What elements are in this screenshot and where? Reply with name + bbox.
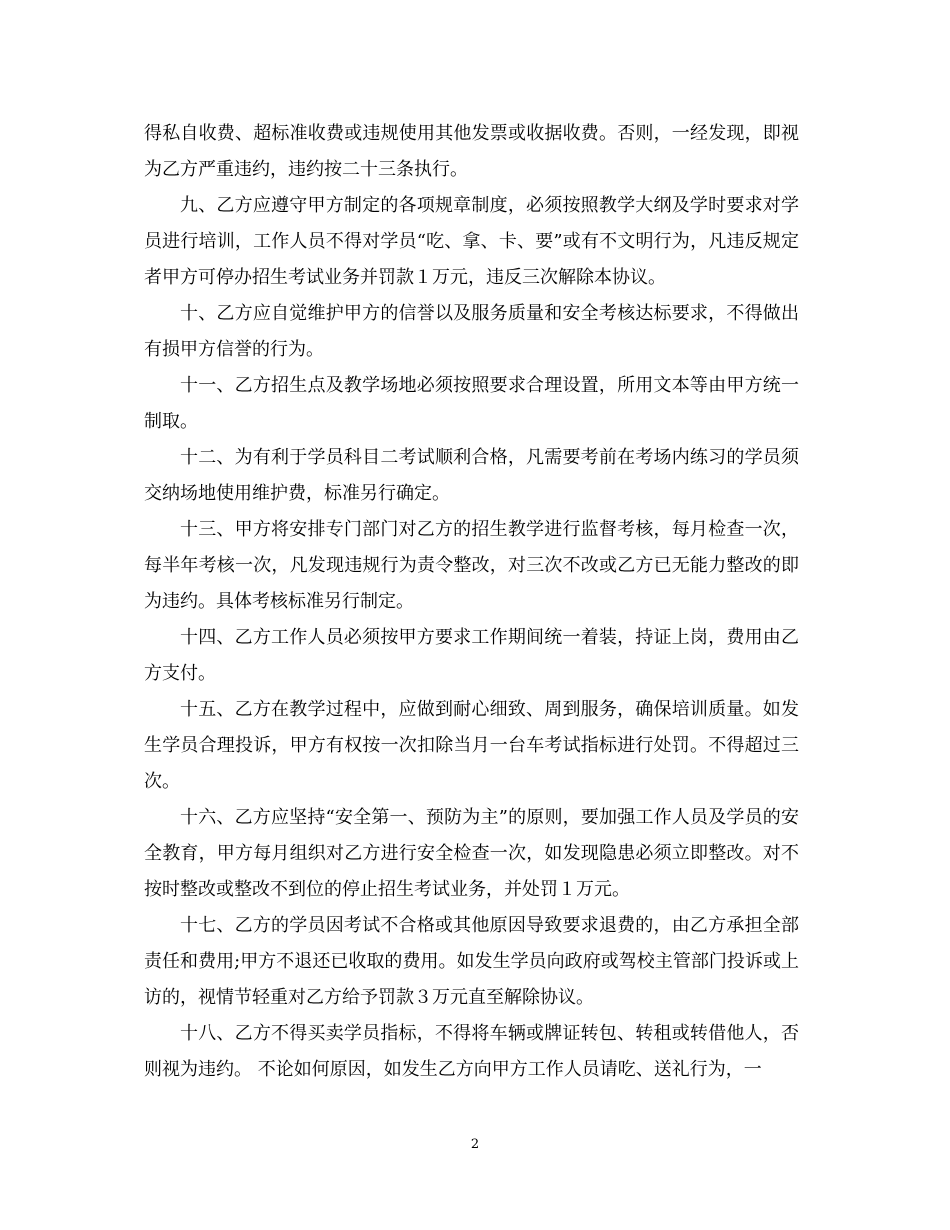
paragraph-clause-13: 十三、甲方将安排专门部门对乙方的招生教学进行监督考核，每月检查一次，每半年考核一次，凡发现违规行为责令整改，对三次不改或乙方已无能力整改的即为违约。具体考核标准另行制定。: [144, 519, 799, 612]
paragraph-clause-14: 十四、乙方工作人员必须按甲方要求工作期间统一着装，持证上岗，费用由乙方支付。: [144, 627, 799, 684]
paragraph-clause-16: 十六、乙方应坚持“安全第一、预防为主”的原则，要加强工作人员及学员的安全教育，甲方每月组织对乙方进行安全检查一次，如发现隐患必须立即整改。对不按时整改或整改不到位的停止招生考试业务，并处罚１万元。: [144, 807, 799, 900]
paragraph-clause-17: 十七、乙方的学员因考试不合格或其他原因导致要求退费的，由乙方承担全部责任和费用;甲方不退还已收取的费用。如发生学员向政府或驾校主管部门投诉或上访的，视情节轻重对乙方给予罚款３万元直至解除协议。: [144, 915, 799, 1008]
paragraph-clause-10: 十、乙方应自觉维护甲方的信誉以及服务质量和安全考核达标要求，不得做出有损甲方信誉的行为。: [144, 303, 799, 360]
page-number: 2: [470, 1137, 480, 1152]
document-body: [144, 116, 799, 1088]
paragraph-clause-12: 十二、为有利于学员科目二考试顺利合格，凡需要考前在考场内练习的学员须交纳场地使用维护费，标准另行确定。: [144, 447, 799, 504]
paragraph-clause-11: 十一、乙方招生点及教学场地必须按照要求合理设置，所用文本等由甲方统一制取。: [144, 375, 799, 432]
paragraph-clause-9: 九、乙方应遵守甲方制定的各项规章制度，必须按照教学大纲及学时要求对学员进行培训，工作人员不得对学员“吃、拿、卡、要”或有不文明行为，凡违反规定者甲方可停办招生考试业务并罚款１万元，违反三次解除本协议。: [144, 195, 799, 288]
paragraph-clause-18: 十八、乙方不得买卖学员指标，不得将车辆或牌证转包、转租或转借他人，否则视为违约。 不论如何原因，如发生乙方向甲方工作人员请吃、送礼行为，一: [144, 1023, 799, 1080]
paragraph-clause-15: 十五、乙方在教学过程中，应做到耐心细致、周到服务，确保培训质量。如发生学员合理投诉，甲方有权按一次扣除当月一台车考试指标进行处罚。不得超过三次。: [144, 699, 799, 792]
paragraph-continued: 得私自收费、超标准收费或违规使用其他发票或收据收费。否则，一经发现，即视为乙方严重违约，违约按二十三条执行。: [144, 123, 799, 180]
